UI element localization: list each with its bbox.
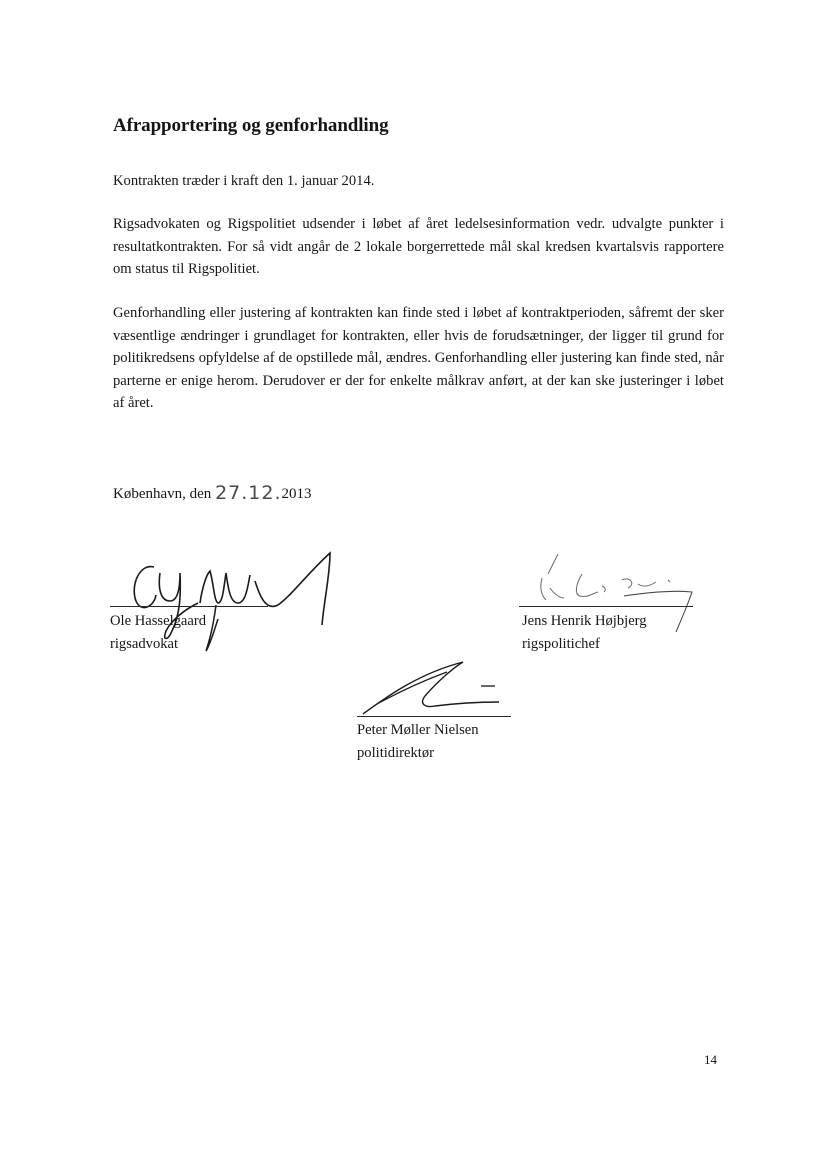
paragraph-effective-date: Kontrakten træder i kraft den 1. januar 2014. — [113, 173, 375, 189]
section-heading: Afrapportering og genforhandling — [113, 115, 389, 136]
signatory-name-2: Jens Henrik Højbjerg — [522, 613, 647, 629]
signatory-title-1: rigsadvokat — [110, 636, 179, 652]
signature-line-2 — [519, 606, 693, 607]
signature-peter-moeller-nielsen — [355, 658, 515, 720]
signature-line-1 — [110, 606, 268, 607]
signature-line-3 — [357, 716, 511, 717]
handwritten-date: 27.12. — [215, 482, 282, 504]
signatory-title-2: rigspolitichef — [522, 636, 600, 652]
place-date-line — [113, 481, 312, 503]
page-number: 14 — [704, 1052, 717, 1067]
place-date-label: København, den — [113, 486, 212, 502]
paragraph-reporting: Rigsadvokaten og Rigspolitiet udsender i løbet af året ledelsesinformation vedr. udvalgte punkter i resultatkontrakten. For så vidt angår de 2 lokale borgerrettede mål skal kredsen kvartalsvis rapportere om status til Rigspolitiet. — [113, 216, 724, 277]
signatory-name-1: Ole Hasselgaard — [110, 613, 207, 629]
signatory-title-3: politidirektør — [357, 745, 435, 761]
signatory-name-3: Peter Møller Nielsen — [357, 722, 479, 738]
date-year: 2013 — [281, 486, 312, 502]
paragraph-renegotiation: Genforhandling eller justering af kontrakten kan finde sted i løbet af kontraktperioden, såfremt der sker væsentlige ændringer i grundlaget for kontrakten, eller hvis de forudsætninger, der ligger til grund for politikredsens opfyldelse af de opstillede mål, ændres. Genforhandling eller justering kan finde sted, når parterne er enige herom. Derudover er der for enkelte målkrav anført, at der kan ske justeringer i løbet af året. — [113, 305, 724, 411]
